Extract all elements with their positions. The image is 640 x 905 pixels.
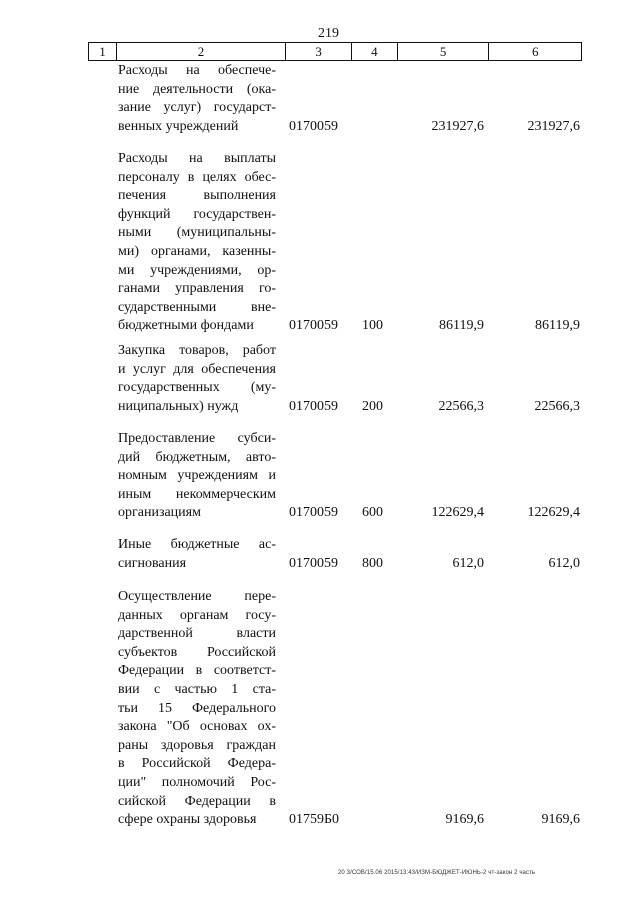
row-type: 100 — [362, 318, 383, 334]
row-name-line: раны здоровья граждан — [118, 737, 276, 753]
row-name-line: организациям — [118, 505, 201, 521]
row-name-line: Осуществление пере- — [118, 589, 276, 604]
row-v5: 612,0 — [452, 555, 484, 571]
row-name — [118, 588, 276, 830]
row-name-line: закона "Об основах ох- — [118, 719, 276, 735]
row-name-line: ми учреждениями, ор- — [118, 262, 276, 278]
row-name-line: сфере охраны здоровья — [118, 812, 257, 828]
page-number: 219 — [318, 26, 339, 41]
row-name-line: ниципальных) нужд — [118, 398, 239, 414]
row-v5: 231927,6 — [431, 118, 484, 134]
row-name-line: ние деятельности (ока- — [118, 81, 276, 97]
row-name-line: венных учреждений — [118, 118, 239, 134]
row-name-line: государственных (му- — [118, 380, 276, 396]
row-name-line: тьи 15 Федерального — [118, 700, 276, 716]
row-name-line: зание услуг) государст- — [118, 100, 276, 116]
row-name-line: Федерации в соответст- — [118, 663, 276, 679]
header-col-6: 6 — [531, 44, 539, 59]
row-name-line: функций государствен- — [118, 206, 276, 222]
row-v6: 612,0 — [548, 555, 580, 571]
row-name-line: иным некоммерческим — [118, 486, 276, 502]
row-name — [118, 342, 276, 416]
row-name-line: ми) органами, казенны- — [118, 243, 276, 259]
row-name-line: Закупка товаров, работ — [118, 343, 276, 358]
row-name-line: дий бюджетным, авто- — [118, 449, 276, 465]
row-name-line: ганами управления го- — [118, 281, 276, 297]
row-type: 800 — [362, 555, 383, 571]
header-col-1: 1 — [89, 43, 117, 60]
row-name-line: в Российской Федера- — [118, 756, 276, 772]
row-type: 600 — [362, 505, 383, 521]
row-code: 0170059 — [289, 318, 338, 334]
row-name-line: субъектов Российской — [118, 644, 276, 660]
row-name-line: ции" полномочий Рос- — [118, 774, 276, 790]
row-v5: 22566,3 — [438, 398, 484, 414]
row-name-line: сударственными вне- — [118, 299, 276, 315]
row-code: 0170059 — [289, 118, 338, 134]
row-name — [118, 536, 276, 573]
row-code: 0170059 — [289, 555, 338, 571]
row-v6: 22566,3 — [534, 398, 580, 414]
row-name-line: и услуг для обеспечения — [118, 361, 276, 377]
row-name-line: сийской Федерации в — [118, 793, 276, 809]
row-name — [118, 430, 276, 523]
row-code: 01759Б0 — [289, 812, 340, 828]
row-name-line: ными (муниципальны- — [118, 225, 276, 241]
row-type: 200 — [362, 398, 383, 414]
row-name-line: дарственной власти — [118, 626, 276, 642]
header-col-2: 2 — [117, 43, 286, 60]
row-v5: 122629,4 — [431, 505, 484, 521]
table-header — [88, 42, 582, 61]
row-v6: 86119,9 — [535, 318, 580, 334]
row-name-line: данных органам госу- — [118, 607, 276, 623]
row-name — [118, 150, 276, 336]
row-v5: 9169,6 — [445, 812, 484, 828]
row-name-line: печения выполнения — [118, 188, 276, 204]
header-col-3: 3 — [286, 43, 352, 60]
row-name-line: номным учреждениям и — [118, 468, 276, 484]
row-name-line: бюджетными фондами — [118, 318, 254, 334]
row-code: 0170059 — [289, 398, 338, 414]
row-name — [118, 62, 276, 136]
row-name-line: Расходы на обеспече- — [118, 63, 276, 78]
document-footer: 20 3/СОВ/15.06 2015/13:43/ИЗМ-БЮДЖЕТ-ИЮНЬ-2 чт-закон 2 часть — [338, 870, 536, 876]
row-name-line: Иные бюджетные ас- — [118, 537, 276, 552]
header-col-5: 5 — [398, 43, 490, 60]
row-v5: 86119,9 — [439, 318, 484, 334]
row-name-line: Предоставление субси- — [118, 431, 276, 446]
header-col-4: 4 — [352, 43, 398, 60]
row-v6: 122629,4 — [527, 505, 580, 521]
row-v6: 9169,6 — [541, 812, 580, 828]
row-name-line: персоналу в целях обес- — [118, 169, 276, 185]
row-name-line: Расходы на выплаты — [118, 151, 276, 166]
row-code: 0170059 — [289, 505, 338, 521]
row-name-line: сигнования — [118, 555, 187, 571]
row-v6: 231927,6 — [527, 118, 580, 134]
row-name-line: вии с частью 1 ста- — [118, 681, 276, 697]
